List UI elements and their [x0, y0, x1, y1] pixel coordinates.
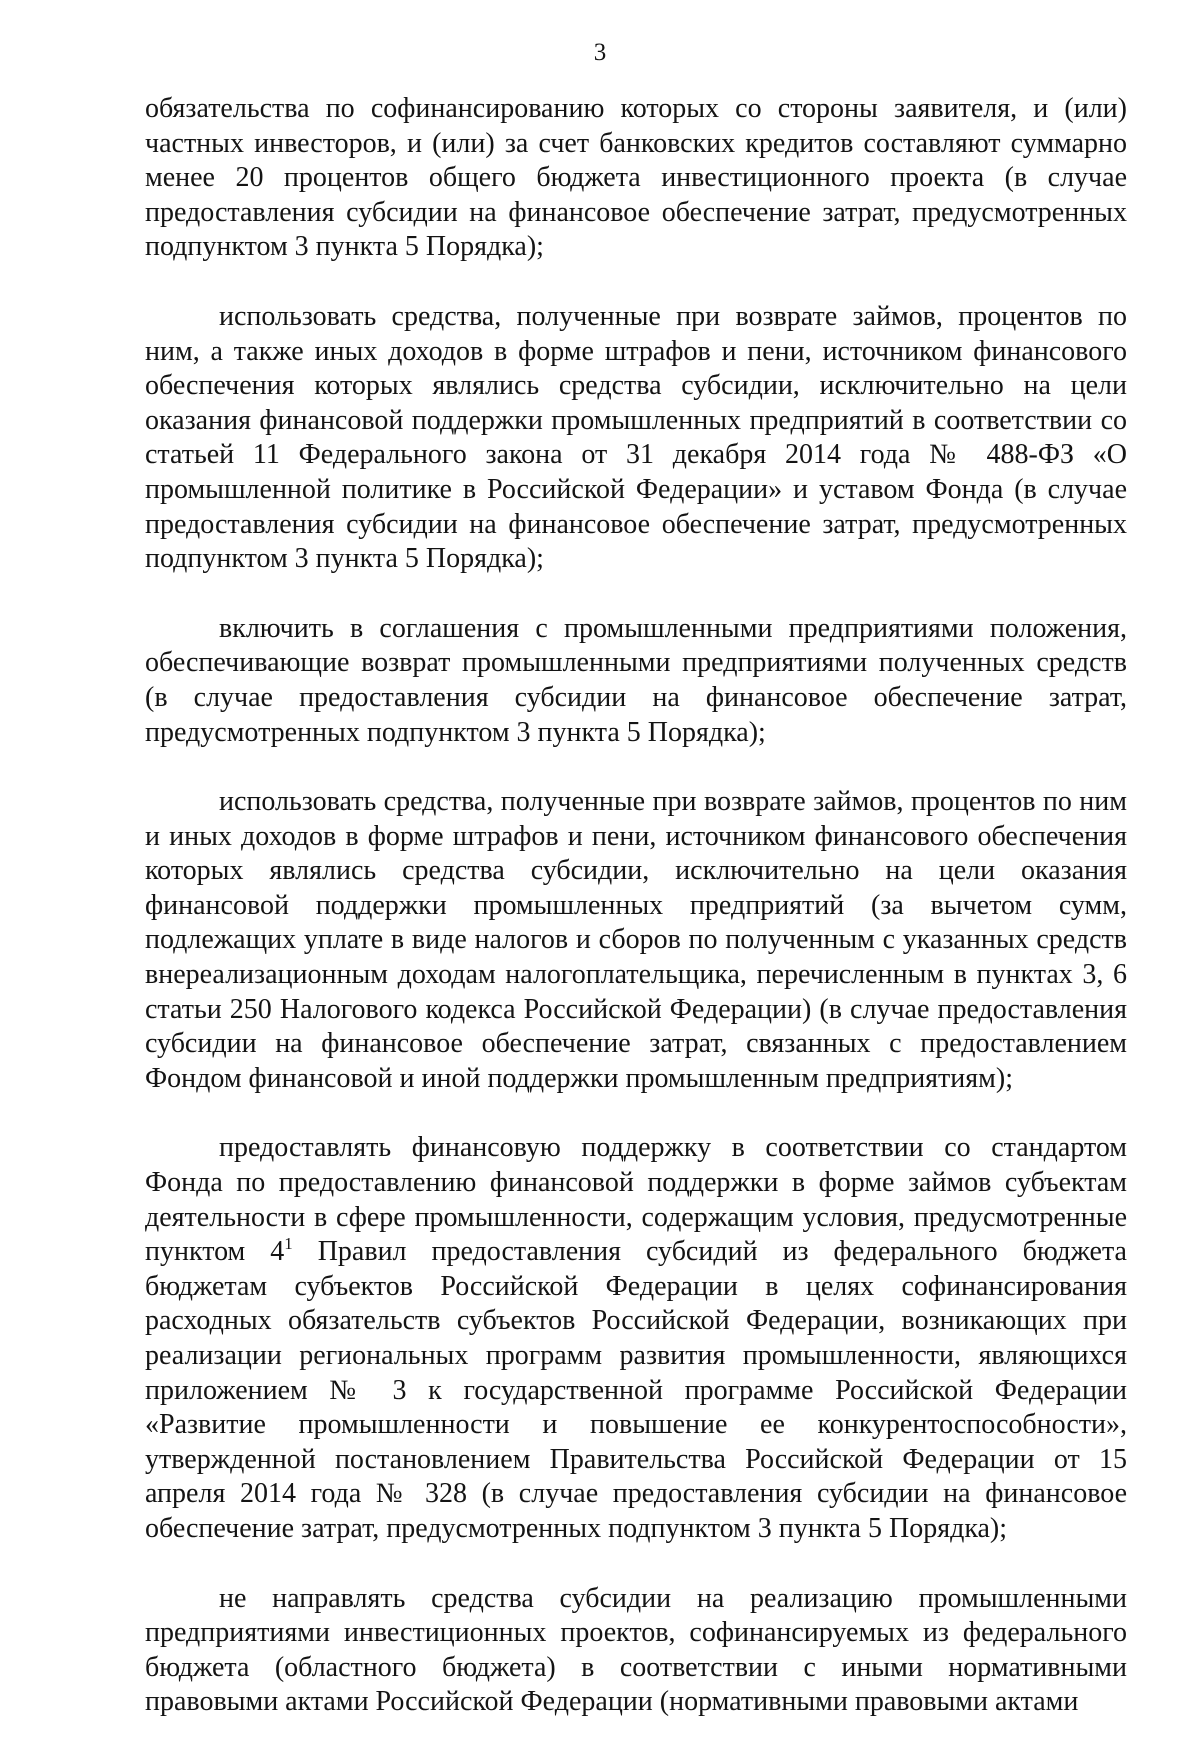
superscript: 1 — [284, 1234, 293, 1254]
paragraph-continuation: обязательства по софинансированию которых со стороны заявителя, и (или) частных инвесторов, и (или) за счет банковских кредитов составляют суммарно менее 20 процентов общего бюджета инвестиционного проекта (в случае предоставления субсидии на финансовое обеспечение затрат, предусмотренных подпунктом 3 пункта 5 Порядка); — [145, 93, 1127, 263]
paragraph-do-not-direct: не направлять средства субсидии на реализацию промышленными предприятиями инвестиционных проектов, софинансируемых из федерального бюджета (областного бюджета) в соответствии с иными нормативными правовыми актами Российской Федерации (нормативными правовыми актами — [145, 1582, 1127, 1718]
paragraph-text-part: предоставлять финансовую поддержку в соответствии со стандартом Фонда по предоставлению финансовой поддержки в форме займов субъектам деятельности в сфере промышленности, содержащим условия, предусмотренные пунктом 4 — [145, 1132, 1127, 1268]
document-body — [145, 92, 1127, 1755]
paragraph-use-funds-taxes: использовать средства, полученные при возврате займов, процентов по ним и иных доходов в форме штрафов и пени, источником финансового обеспечения которых являлись средства субсидии, исключительно на цели оказания финансовой поддержки промышленных предприятий (за вычетом сумм, подлежащих уплате в виде налогов и сборов по полученным с указанных средств внереализационным доходам налогоплательщика, перечисленным в пунктах 3, 6 статьи 250 Налогового кодекса Российской Федерации) (в случае предоставления субсидии на финансовое обеспечение затрат, связанных с предоставлением Фондом финансовой и иной поддержки промышленным предприятиям); — [145, 786, 1127, 1094]
paragraph-use-funds-loans: использовать средства, полученные при возврате займов, процентов по ним, а также иных доходов в форме штрафов и пени, источником финансового обеспечения которых являлись средства субсидии, исключительно на цели оказания финансовой поддержки промышленных предприятий в соответствии со статьей 11 Федерального закона от 31 декабря 2014 года № 488-ФЗ «О промышленной политике в Российской Федерации» и уставом Фонда (в случае предоставления субсидии на финансовое обеспечение затрат, предусмотренных подпунктом 3 пункта 5 Порядка); — [145, 300, 1127, 575]
paragraph-provide-support — [145, 1131, 1127, 1546]
page-number: 3 — [593, 39, 607, 66]
paragraph-include-agreements: включить в соглашения с промышленными предприятиями положения, обеспечивающие возврат промышленными предприятиями полученных средств (в случае предоставления субсидии на финансовое обеспечение затрат, предусмотренных подпунктом 3 пункта 5 Порядка); — [145, 612, 1127, 748]
paragraph-text-part: Правил предоставления субсидий из федерального бюджета бюджетам субъектов Российской Федерации в целях софинансирования расходных обязательств субъектов Российской Федерации, возникающих при реализации региональных программ развития промышленности, являющихся приложением № 3 к государственной программе Российской Федерации «Развитие промышленности и повышение ее конкурентоспособности», утвержденной постановлением Правительства Российской Федерации от 15 апреля 2014 года № 328 (в случае предоставления субсидии на финансовое обеспечение затрат, предусмотренных подпунктом 3 пункта 5 Порядка); — [145, 1236, 1127, 1544]
